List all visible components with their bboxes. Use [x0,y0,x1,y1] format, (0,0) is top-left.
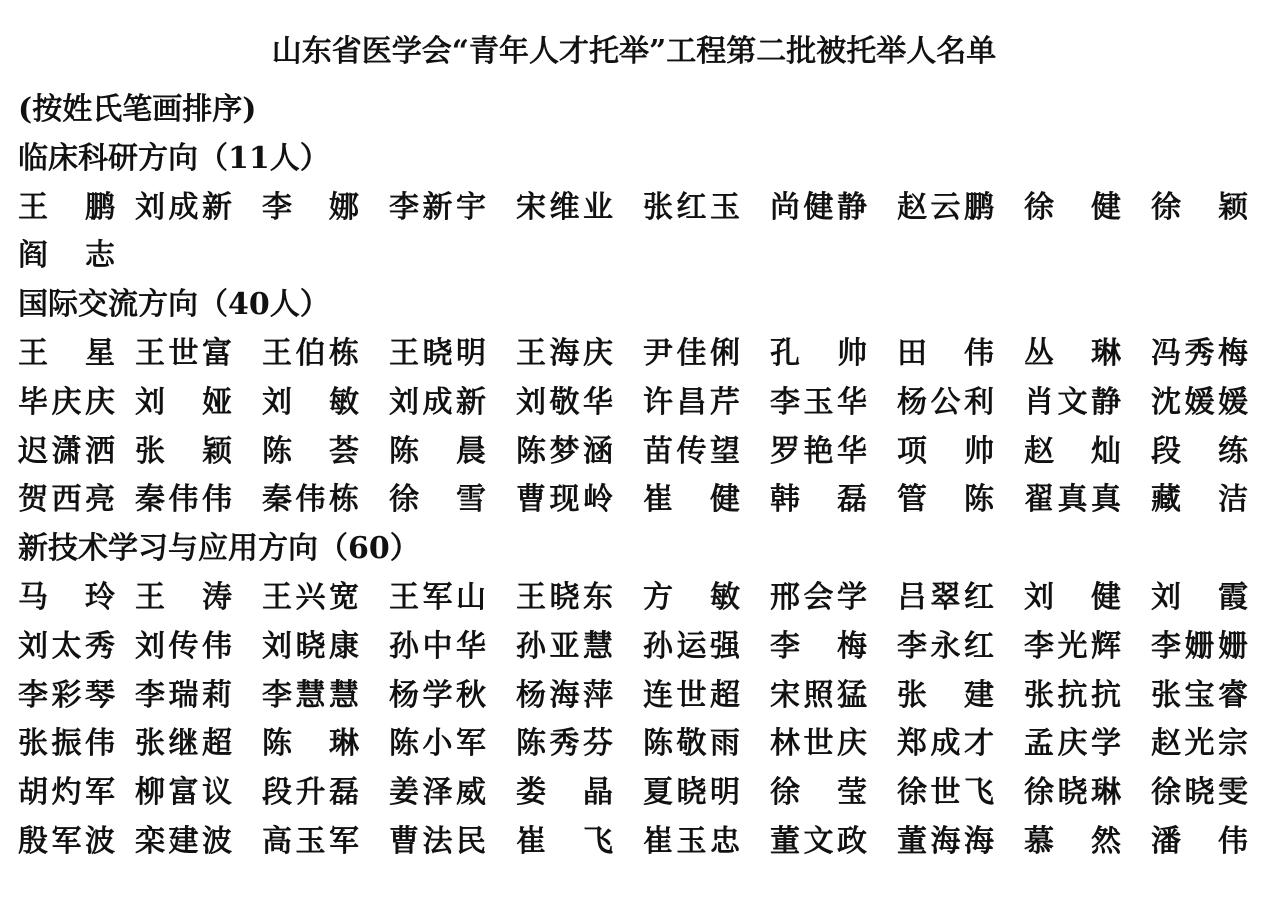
name-entry: 姜泽威 [389,775,486,811]
name-entry: 栾建波 [135,823,232,859]
name-entry: 尚健静 [770,189,867,225]
name-entry: 刘 健 [1024,579,1121,615]
name-entry: 李 梅 [770,628,867,664]
name-entry: 马 玲 [18,579,115,615]
section-heading: 临床科研方向（11人） [18,140,330,176]
name-entry: 张抗抗 [1024,677,1121,713]
name-entry: 韩 磊 [770,482,867,518]
name-entry: 徐 健 [1024,189,1121,225]
name-entry: 崔 健 [643,482,740,518]
name-entry: 娄 晶 [516,775,613,811]
name-entry: 孟庆学 [1024,726,1121,762]
name-entry: 刘成新 [135,189,232,225]
name-entry: 张宝睿 [1151,677,1248,713]
name-entry: 李光辉 [1024,628,1121,664]
name-entry: 翟真真 [1024,482,1121,518]
name-entry: 王军山 [389,579,486,615]
name-entry: 许昌芹 [643,384,740,420]
name-entry: 罗艳华 [770,433,867,469]
name-entry: 段 练 [1151,433,1248,469]
name-entry: 张继超 [135,726,232,762]
document-body [18,86,1250,867]
name-entry: 张红玉 [643,189,740,225]
name-entry: 沈媛媛 [1151,384,1248,420]
name-entry: 王海庆 [516,335,613,371]
name-entry: 潘 伟 [1151,823,1248,859]
name-entry: 刘传伟 [135,628,232,664]
name-entry: 刘 娅 [135,384,232,420]
name-entry: 阎 志 [18,238,115,274]
name-entry: 郑成才 [897,726,994,762]
name-entry: 吕翠红 [897,579,994,615]
name-entry: 殷军波 [18,823,115,859]
name-entry: 杨学秋 [389,677,486,713]
name-entry: 张振伟 [18,726,115,762]
name-entry: 邢会学 [770,579,867,615]
name-entry: 肖文静 [1024,384,1121,420]
name-entry: 迟潇洒 [18,433,115,469]
name-entry: 陈梦涵 [516,433,613,469]
name-entry: 刘 敏 [262,384,359,420]
name-entry: 苗传望 [643,433,740,469]
name-entry: 王伯栋 [262,335,359,371]
name-entry: 贺西亮 [18,482,115,518]
name-entry: 陈小军 [389,726,486,762]
name-entry: 刘成新 [389,384,486,420]
section-heading: 国际交流方向（40人） [18,287,330,323]
name-entry: 张 颖 [135,433,232,469]
name-entry: 柳富议 [135,775,232,811]
name-entry: 孔 帅 [770,335,867,371]
name-entry: 董海海 [897,823,994,859]
name-entry: 王晓明 [389,335,486,371]
name-entry: 冯秀梅 [1151,335,1248,371]
name-entry: 徐晓雯 [1151,775,1248,811]
name-entry: 连世超 [643,677,740,713]
name-entry: 崔 飞 [516,823,613,859]
name-entry: 秦伟伟 [135,482,232,518]
name-entry: 李新宇 [389,189,486,225]
name-entry: 杨海萍 [516,677,613,713]
name-entry: 孙中华 [389,628,486,664]
name-entry: 王兴宽 [262,579,359,615]
name-entry: 王世富 [135,335,232,371]
name-entry: 林世庆 [770,726,867,762]
name-entry: 李瑞莉 [135,677,232,713]
name-entry: 高玉军 [262,823,359,859]
name-entry: 毕庆庆 [18,384,115,420]
name-list [18,574,1250,867]
name-entry: 杨公利 [897,384,994,420]
name-entry: 王 鹏 [18,189,115,225]
name-entry: 陈 晨 [389,433,486,469]
name-entry: 慕 然 [1024,823,1121,859]
name-entry: 方 敏 [643,579,740,615]
name-entry: 王 涛 [135,579,232,615]
name-entry: 刘太秀 [18,628,115,664]
name-entry: 徐 雪 [389,482,486,518]
name-entry: 陈 荟 [262,433,359,469]
name-entry: 张 建 [897,677,994,713]
name-entry: 曹现岭 [516,482,613,518]
document-title: 山东省医学会“青年人才托举”工程第二批被托举人名单 [271,34,997,69]
name-entry: 王 星 [18,335,115,371]
name-entry: 陈敬雨 [643,726,740,762]
name-entry: 徐 莹 [770,775,867,811]
name-entry: 赵光宗 [1151,726,1248,762]
name-entry: 孙亚慧 [516,628,613,664]
name-entry: 刘 霞 [1151,579,1248,615]
name-entry: 董文政 [770,823,867,859]
name-list [18,184,1250,282]
name-entry: 陈秀芬 [516,726,613,762]
name-entry: 李慧慧 [262,677,359,713]
name-entry: 夏晓明 [643,775,740,811]
sort-note: (按姓氏笔画排序) [18,92,257,127]
name-entry: 胡灼军 [18,775,115,811]
name-entry: 徐世飞 [897,775,994,811]
name-entry: 宋维业 [516,189,613,225]
name-entry: 崔玉忠 [643,823,740,859]
name-entry: 孙运强 [643,628,740,664]
name-entry: 刘晓康 [262,628,359,664]
section-new-technology [18,525,1250,867]
name-entry: 田 伟 [897,335,994,371]
name-entry: 曹法民 [389,823,486,859]
name-entry: 藏 洁 [1151,482,1248,518]
name-entry: 赵 灿 [1024,433,1121,469]
name-entry: 徐晓琳 [1024,775,1121,811]
name-entry: 李玉华 [770,384,867,420]
name-entry: 宋照猛 [770,677,867,713]
name-entry: 段升磊 [262,775,359,811]
name-entry: 尹佳俐 [643,335,740,371]
name-entry: 李 娜 [262,189,359,225]
section-heading: 新技术学习与应用方向（60） [18,531,420,567]
name-list [18,330,1250,525]
name-entry: 管 陈 [897,482,994,518]
name-entry: 项 帅 [897,433,994,469]
name-entry: 陈 琳 [262,726,359,762]
name-entry: 李姗姗 [1151,628,1248,664]
name-entry: 李彩琴 [18,677,115,713]
name-entry: 刘敬华 [516,384,613,420]
name-entry: 赵云鹏 [897,189,994,225]
section-international-exchange [18,281,1250,525]
name-entry: 秦伟栋 [262,482,359,518]
section-clinical-research [18,135,1250,281]
name-entry: 丛 琳 [1024,335,1121,371]
name-entry: 李永红 [897,628,994,664]
name-entry: 王晓东 [516,579,613,615]
name-entry: 徐 颖 [1151,189,1248,225]
